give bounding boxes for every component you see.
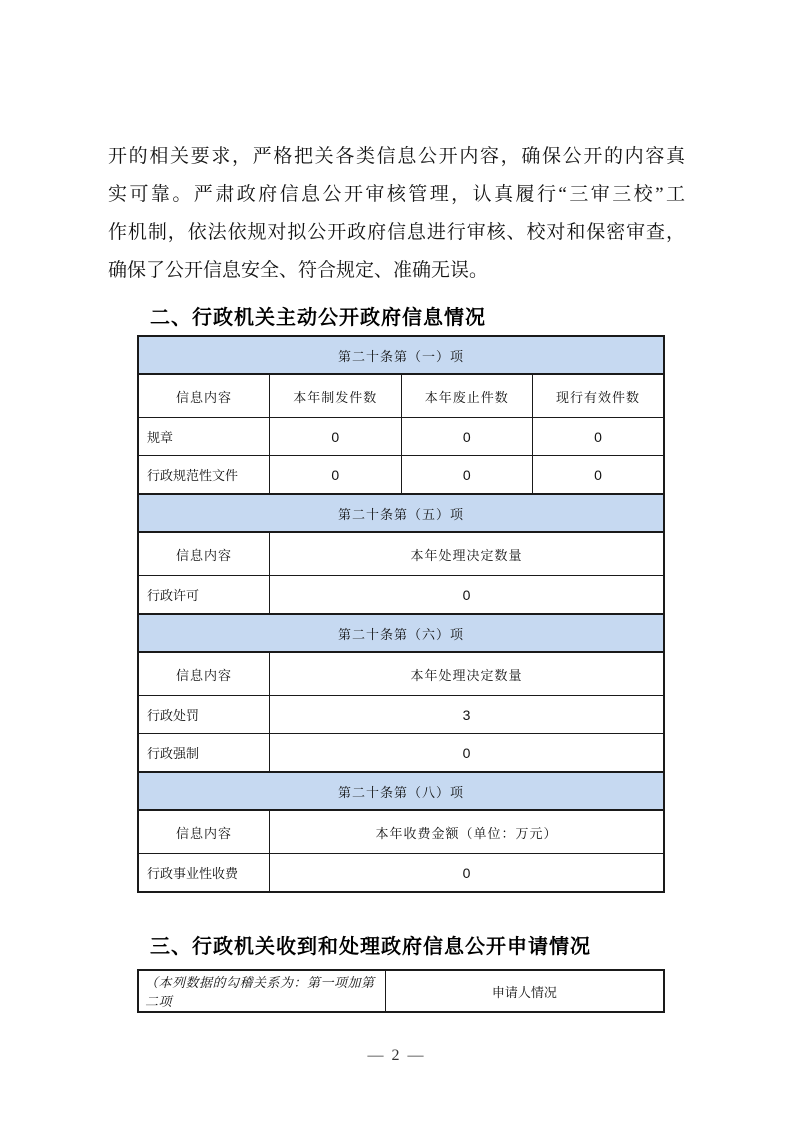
paragraph-line: 确保了公开信息安全、符合规定、准确无误。 — [108, 260, 489, 281]
relationship-note-cell: （本列数据的勾稽关系为：第一项加第二项 — [138, 970, 385, 1012]
column-header: 信息内容 — [138, 532, 270, 576]
cell-value: 0 — [533, 418, 665, 456]
cell-value: 3 — [270, 696, 665, 734]
column-header: 本年处理决定数量 — [270, 652, 665, 696]
paragraph-line: 开的相关要求，严格把关各类信息公开内容，确保公开的内容真 — [108, 146, 685, 167]
header-row-article1 — [138, 374, 664, 418]
table-row — [138, 696, 664, 734]
table-row — [138, 734, 664, 773]
page-number: — 2 — — [367, 1047, 426, 1064]
header-row-article5 — [138, 532, 664, 576]
band-row-article5 — [138, 494, 664, 532]
row-label: 行政事业性收费 — [138, 854, 270, 893]
band-cell: 第二十条第（一）项 — [138, 336, 664, 374]
cell-value: 0 — [270, 576, 665, 615]
row-label: 行政处罚 — [138, 696, 270, 734]
band-cell: 第二十条第（六）项 — [138, 614, 664, 652]
header-row-article6 — [138, 652, 664, 696]
header-row-article8 — [138, 810, 664, 854]
band-row-article1 — [138, 336, 664, 374]
cell-value: 0 — [270, 418, 402, 456]
section3-table — [137, 969, 665, 1013]
table-row — [138, 456, 664, 495]
band-cell: 第二十条第（五）项 — [138, 494, 664, 532]
table-row — [138, 970, 664, 1012]
cell-value: 0 — [270, 854, 665, 893]
row-label: 行政强制 — [138, 734, 270, 773]
column-header: 信息内容 — [138, 810, 270, 854]
column-header: 本年收费金额（单位：万元） — [270, 810, 665, 854]
paragraph-line: 作机制，依法依规对拟公开政府信息进行审核、校对和保密审查， — [108, 222, 685, 243]
cell-value: 0 — [401, 418, 533, 456]
row-label: 行政许可 — [138, 576, 270, 615]
column-header: 信息内容 — [138, 374, 270, 418]
band-row-article8 — [138, 772, 664, 810]
table-row — [138, 854, 664, 893]
paragraph-line: 实可靠。严肃政府信息公开审核管理，认真履行“三审三校”工 — [108, 184, 685, 205]
column-header: 本年废止件数 — [401, 374, 533, 418]
section2-table — [137, 335, 665, 893]
applicant-header-cell: 申请人情况 — [385, 970, 664, 1012]
section2-heading: 二、行政机关主动公开政府信息情况 — [150, 307, 486, 329]
cell-value: 0 — [270, 456, 402, 495]
table-row — [138, 418, 664, 456]
cell-value: 0 — [401, 456, 533, 495]
column-header: 本年制发件数 — [270, 374, 402, 418]
row-label: 行政规范性文件 — [138, 456, 270, 495]
body-paragraph — [108, 138, 685, 290]
row-label: 规章 — [138, 418, 270, 456]
band-cell: 第二十条第（八）项 — [138, 772, 664, 810]
column-header: 信息内容 — [138, 652, 270, 696]
section3-heading: 三、行政机关收到和处理政府信息公开申请情况 — [150, 936, 591, 958]
table-row — [138, 576, 664, 615]
column-header: 本年处理决定数量 — [270, 532, 665, 576]
cell-value: 0 — [533, 456, 665, 495]
column-header: 现行有效件数 — [533, 374, 665, 418]
band-row-article6 — [138, 614, 664, 652]
cell-value: 0 — [270, 734, 665, 773]
